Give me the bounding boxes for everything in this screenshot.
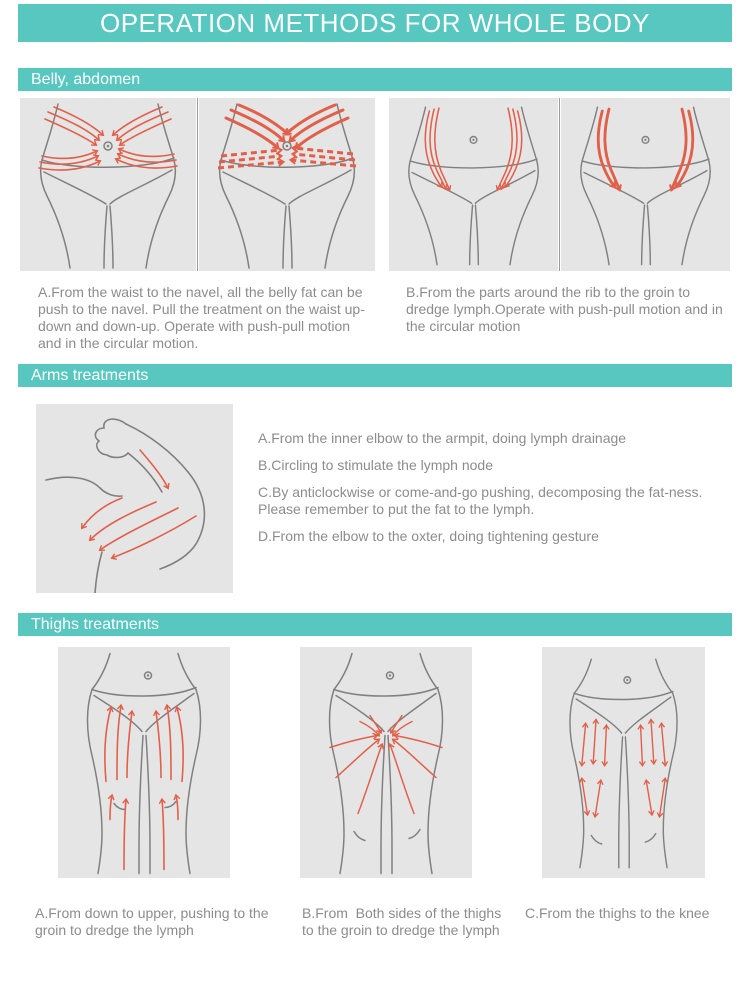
belly-panel-rib-to-groin	[389, 98, 730, 271]
arm-massage-icon	[36, 404, 233, 593]
belly-diagram-1	[20, 98, 196, 271]
belly-rib-to-groin-icon	[389, 98, 558, 271]
thigh-upward-push-icon	[58, 647, 230, 878]
thigh-diagram-knee	[542, 647, 705, 878]
thighs-caption-a: A.From down to upper, pushing to the groin to dredge the lymph	[35, 905, 273, 938]
thigh-sides-to-groin-icon	[300, 647, 472, 878]
belly-section-header: Belly, abdomen	[18, 68, 732, 91]
belly-push-to-navel-strong-icon	[199, 98, 375, 271]
thigh-to-knee-icon	[542, 647, 705, 878]
arms-item-a: A.From the inner elbow to the armpit, doing lymph drainage	[258, 430, 627, 446]
belly-push-to-navel-icon	[20, 98, 196, 271]
thighs-captions	[35, 905, 750, 939]
panel-divider	[559, 98, 560, 271]
arm-diagram	[36, 404, 233, 593]
belly-diagram-4	[561, 98, 730, 271]
belly-diagrams-row	[20, 98, 730, 271]
belly-panel-push-to-navel	[20, 98, 375, 271]
arms-section-header: Arms treatments	[18, 364, 732, 387]
thighs-section-header: Thighs treatments	[18, 613, 732, 636]
thigh-diagram-up	[58, 647, 230, 878]
thigh-diagram-sides	[300, 647, 472, 878]
thighs-caption-b: B.From Both sides of the thighs to the groin to dredge the lymph	[302, 905, 506, 938]
belly-diagram-2	[199, 98, 375, 271]
arms-item-b: B.Circling to stimulate the lymph node	[258, 457, 493, 473]
arms-item-d: D.From the elbow to the oxter, doing tightening gesture	[258, 528, 599, 544]
belly-caption-a: A.From the waist to the navel, all the belly fat can be push to the navel. Pull the treatment on the waist up-down and down-up. Operate with push-pull motion and in the circular motion.	[38, 284, 367, 351]
arms-content	[36, 404, 750, 593]
thighs-caption-c: C.From the thighs to the knee	[525, 905, 710, 921]
thighs-diagrams-row	[58, 647, 705, 878]
page-title: OPERATION METHODS FOR WHOLE BODY	[18, 4, 732, 42]
belly-captions	[20, 284, 730, 352]
belly-rib-to-groin-strong-icon	[561, 98, 730, 271]
belly-caption-b: B.From the parts around the rib to the groin to dredge lymph.Operate with push-pull motion and in the circular motion	[406, 284, 727, 334]
page	[0, 4, 750, 939]
panel-divider	[197, 98, 198, 271]
arms-item-c: C.By anticlockwise or come-and-go pushing, decomposing the fat-ness. Please remember to put the fat to the lymph.	[258, 484, 703, 517]
arms-instructions	[258, 430, 726, 593]
belly-diagram-3	[389, 98, 558, 271]
